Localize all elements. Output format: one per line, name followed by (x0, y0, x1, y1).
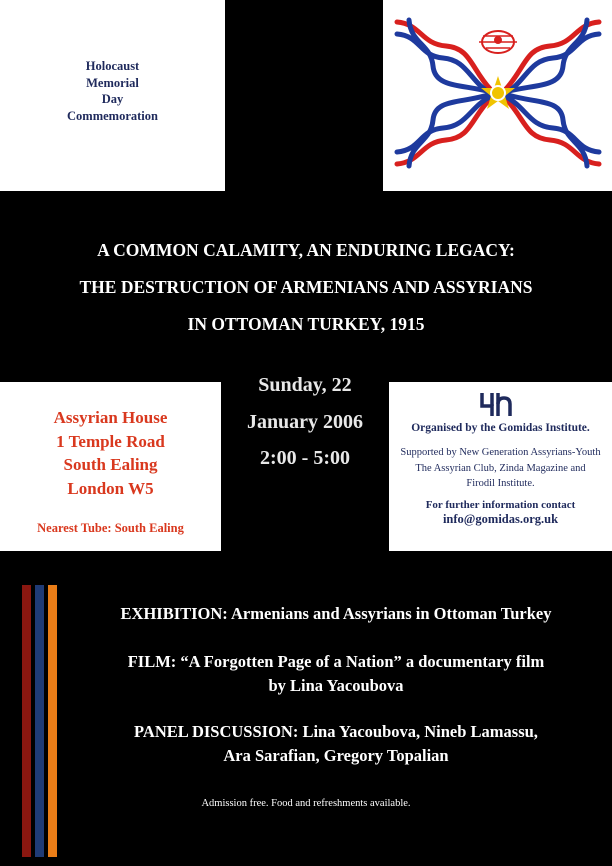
film-item (60, 650, 612, 697)
memorial-line-3: Day (101, 92, 124, 106)
supported-line-2: The Assyrian Club, Zinda Magazine and (415, 462, 586, 474)
venue-line-2: 1 Temple Road (56, 431, 165, 451)
panel-discussion-item (60, 720, 612, 767)
event-datetime (221, 367, 389, 477)
film-line-2: by Lina Yacoubova (268, 675, 404, 695)
red-stripe (22, 585, 31, 857)
contact-email[interactable]: info@gomidas.org.uk (442, 511, 559, 526)
further-info: For further information contact (425, 498, 576, 511)
supported-line-3: Firodil Institute. (466, 478, 535, 489)
venue-line-4: London W5 (67, 478, 154, 498)
venue-line-3: South Ealing (63, 455, 158, 474)
event-month-year: January 2006 (246, 410, 364, 433)
nearest-tube: Nearest Tube: South Ealing (37, 521, 184, 535)
memorial-line-2: Memorial (86, 75, 139, 90)
memorial-line-4: Commemoration (67, 108, 158, 123)
exhibition-item: EXHIBITION: Armenians and Assyrians in Ottoman Turkey (120, 604, 552, 623)
organiser-text (389, 422, 612, 527)
blue-stripe (35, 585, 44, 857)
venue-line-1: Assyrian House (53, 408, 168, 427)
film-line-1: FILM: “A Forgotten Page of a Nation” a documentary film (127, 652, 545, 671)
title-line-3: IN OTTOMAN TURKEY, 1915 (187, 314, 425, 334)
panel-line-1: PANEL DISCUSSION: Lina Yacoubova, Nineb Lamassu, (134, 722, 538, 741)
assyrian-flag-icon (391, 14, 605, 170)
flag-panel (383, 0, 612, 191)
memorial-day-panel (0, 0, 225, 191)
event-time: 2:00 - 5:00 (260, 447, 350, 469)
gomidas-logo-icon (478, 390, 514, 418)
memorial-day-text (0, 58, 225, 124)
event-title (0, 232, 612, 343)
orange-stripe (48, 585, 57, 857)
panel-line-2: Ara Sarafian, Gregory Topalian (223, 745, 449, 765)
venue-address (0, 406, 221, 500)
title-line-1: A COMMON CALAMITY, AN ENDURING LEGACY: (97, 240, 515, 260)
title-line-2: THE DESTRUCTION OF ARMENIANS AND ASSYRIANS (79, 277, 533, 297)
event-day: Sunday, 22 (258, 374, 352, 396)
supported-line-1: Supported by New Generation Assyrians-Youth (400, 447, 601, 458)
memorial-line-1: Holocaust (85, 59, 140, 73)
organised-by: Organised by the Gomidas Institute. (411, 422, 590, 434)
organiser-panel (389, 382, 612, 551)
admission-note: Admission free. Food and refreshments available. (201, 798, 411, 809)
venue-panel (0, 382, 221, 551)
